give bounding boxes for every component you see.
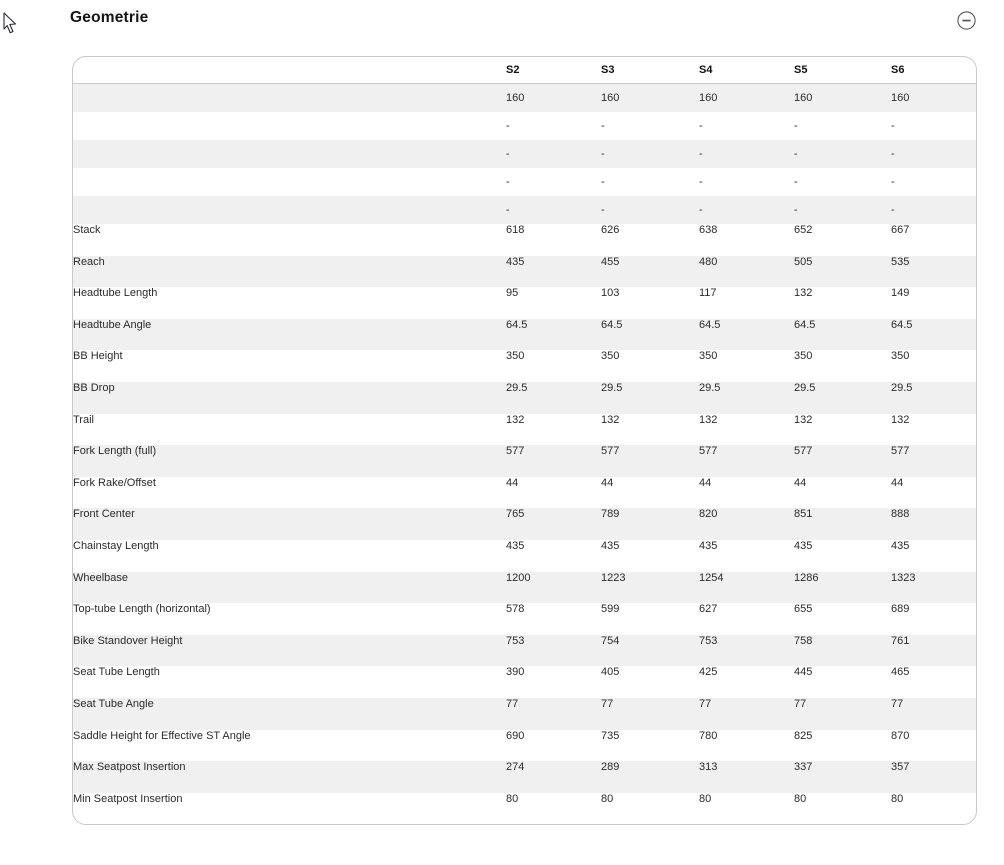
table-row — [73, 572, 976, 604]
table-row — [73, 112, 976, 140]
cell-value: 29.5 — [506, 381, 528, 394]
row-label: Bike Standover Height — [73, 634, 183, 647]
header-row — [73, 57, 976, 84]
cell-value: - — [891, 148, 895, 160]
table-row — [73, 793, 976, 825]
cell-value: 132 — [506, 413, 525, 426]
row-label: BB Drop — [73, 381, 115, 394]
cell-value: - — [506, 120, 510, 132]
header-spacer — [73, 57, 506, 84]
cell-value: 577 — [891, 445, 910, 458]
table-row — [73, 319, 976, 351]
row-label: Headtube Length — [73, 287, 158, 300]
cell-value: 577 — [699, 445, 718, 458]
cell-value: 64.5 — [506, 318, 528, 331]
page-title: Geometrie — [70, 9, 149, 26]
cell-value: - — [891, 120, 895, 132]
cell-value: - — [601, 120, 605, 132]
cell-value: 357 — [891, 761, 910, 774]
cell-value: 64.5 — [601, 318, 623, 331]
table-row — [73, 382, 976, 414]
cell-value: - — [794, 176, 798, 188]
geometry-table — [73, 57, 976, 824]
cell-value: 160 — [891, 92, 910, 104]
cell-value: 888 — [891, 508, 910, 521]
cell-value: 1200 — [506, 571, 531, 584]
cell-value: 577 — [601, 445, 620, 458]
table-row — [73, 761, 976, 793]
table-row — [73, 603, 976, 635]
cell-value: 337 — [794, 761, 813, 774]
cell-value: 77 — [794, 697, 807, 710]
cell-value: 655 — [794, 603, 813, 616]
row-label: Trail — [73, 413, 94, 426]
cell-value: - — [699, 176, 703, 188]
cell-value: 274 — [506, 761, 525, 774]
row-label — [73, 84, 506, 112]
cell-value: 350 — [506, 350, 525, 363]
cell-value: 435 — [601, 539, 620, 552]
cell-value: 405 — [601, 666, 620, 679]
cell-value: 690 — [506, 729, 525, 742]
cell-value: 77 — [699, 697, 712, 710]
cell-value: 753 — [699, 634, 718, 647]
table-row — [73, 477, 976, 509]
cell-value: 80 — [891, 792, 904, 805]
cell-value: 77 — [601, 697, 614, 710]
cell-value: 29.5 — [891, 381, 913, 394]
cell-value: 160 — [601, 92, 620, 104]
cell-value: 851 — [794, 508, 813, 521]
cell-value: 435 — [699, 539, 718, 552]
cell-value: - — [506, 176, 510, 188]
geometry-table-card — [72, 56, 977, 825]
cell-value: 95 — [506, 287, 519, 300]
cell-value: 44 — [699, 476, 712, 489]
row-label: Wheelbase — [73, 571, 129, 584]
column-header-s4: S4 — [699, 57, 794, 84]
row-label: Reach — [73, 255, 105, 268]
cell-value: 735 — [601, 729, 620, 742]
cell-value: 870 — [891, 729, 910, 742]
row-label: Fork Length (full) — [73, 445, 157, 458]
table-row — [73, 84, 976, 112]
cell-value: 505 — [794, 255, 813, 268]
cell-value: 435 — [891, 539, 910, 552]
cell-value: 44 — [601, 476, 614, 489]
cell-value: 77 — [891, 697, 904, 710]
cell-value: 64.5 — [794, 318, 816, 331]
table-row — [73, 168, 976, 196]
cell-value: 627 — [699, 603, 718, 616]
table-row — [73, 414, 976, 446]
cell-value: 350 — [794, 350, 813, 363]
cell-value: 455 — [601, 255, 620, 268]
column-header-s6: S6 — [891, 57, 976, 84]
cell-value: 390 — [506, 666, 525, 679]
row-label: Seat Tube Angle — [73, 697, 154, 710]
cell-value: - — [601, 204, 605, 216]
cell-value: 29.5 — [699, 381, 721, 394]
cell-value: 1323 — [891, 571, 916, 584]
cell-value: 160 — [699, 92, 718, 104]
table-row — [73, 540, 976, 572]
cell-value: 132 — [794, 413, 813, 426]
row-label: Min Seatpost Insertion — [73, 792, 183, 805]
row-label: Max Seatpost Insertion — [73, 761, 186, 774]
cell-value: 435 — [794, 539, 813, 552]
cell-value: 44 — [891, 476, 904, 489]
cell-value: - — [601, 148, 605, 160]
table-row — [73, 445, 976, 477]
table-row — [73, 730, 976, 762]
table-row — [73, 698, 976, 730]
cell-value: 289 — [601, 761, 620, 774]
cell-value: 689 — [891, 603, 910, 616]
column-header-s2: S2 — [506, 57, 601, 84]
table-row — [73, 666, 976, 698]
cell-value: 149 — [891, 287, 910, 300]
row-label: Seat Tube Length — [73, 666, 160, 679]
table-row — [73, 224, 976, 256]
row-label: Chainstay Length — [73, 539, 159, 552]
row-label: BB Height — [73, 350, 123, 363]
cell-value: - — [506, 204, 510, 216]
cell-value: 1286 — [794, 571, 819, 584]
row-label — [73, 112, 506, 140]
row-label: Fork Rake/Offset — [73, 476, 156, 489]
cell-value: 64.5 — [699, 318, 721, 331]
table-row — [73, 508, 976, 540]
cell-value: - — [794, 148, 798, 160]
cell-value: 780 — [699, 729, 718, 742]
row-label — [73, 196, 506, 224]
minus-circle-icon — [956, 10, 977, 31]
cell-value: 350 — [891, 350, 910, 363]
cell-value: - — [506, 148, 510, 160]
cell-value: 480 — [699, 255, 718, 268]
cell-value: 758 — [794, 634, 813, 647]
table-row — [73, 196, 976, 224]
cell-value: 435 — [506, 539, 525, 552]
cell-value: 789 — [601, 508, 620, 521]
row-label: Top-tube Length (horizontal) — [73, 603, 211, 616]
arrow-pointer-cursor-icon — [2, 12, 19, 38]
cell-value: 435 — [506, 255, 525, 268]
table-row — [73, 287, 976, 319]
cell-value: 132 — [601, 413, 620, 426]
cell-value: - — [699, 204, 703, 216]
cell-value: 29.5 — [794, 381, 816, 394]
cell-value: 761 — [891, 634, 910, 647]
cell-value: 445 — [794, 666, 813, 679]
cell-value: - — [891, 204, 895, 216]
cell-value: 820 — [699, 508, 718, 521]
cell-value: - — [794, 204, 798, 216]
cell-value: 350 — [699, 350, 718, 363]
table-row — [73, 256, 976, 288]
cell-value: 313 — [699, 761, 718, 774]
cell-value: 1254 — [699, 571, 724, 584]
table-row — [73, 140, 976, 168]
cell-value: 350 — [601, 350, 620, 363]
cell-value: 754 — [601, 634, 620, 647]
cell-value: 64.5 — [891, 318, 913, 331]
cell-value: 80 — [699, 792, 712, 805]
column-header-s3: S3 — [601, 57, 699, 84]
cell-value: 80 — [794, 792, 807, 805]
cell-value: 80 — [601, 792, 614, 805]
cell-value: 626 — [601, 224, 620, 236]
row-label — [73, 168, 506, 196]
table-row — [73, 350, 976, 382]
cell-value: 117 — [699, 287, 717, 300]
cell-value: 638 — [699, 224, 718, 236]
cell-value: 465 — [891, 666, 910, 679]
cell-value: 425 — [699, 666, 718, 679]
cell-value: 599 — [601, 603, 620, 616]
cell-value: 103 — [601, 287, 620, 300]
table-row — [73, 635, 976, 667]
cell-value: 667 — [891, 224, 910, 236]
cell-value: 577 — [794, 445, 813, 458]
cell-value: 132 — [794, 287, 813, 300]
cell-value: 80 — [506, 792, 519, 805]
cell-value: 44 — [506, 476, 519, 489]
cell-value: - — [891, 176, 895, 188]
cell-value: 132 — [891, 413, 910, 426]
cell-value: 44 — [794, 476, 807, 489]
cell-value: 77 — [506, 697, 519, 710]
cell-value: 160 — [794, 92, 813, 104]
cell-value: - — [699, 120, 703, 132]
cell-value: 652 — [794, 224, 813, 236]
cell-value: 618 — [506, 224, 525, 236]
cell-value: 577 — [506, 445, 525, 458]
cell-value: 753 — [506, 634, 525, 647]
cell-value: 765 — [506, 508, 525, 521]
collapse-section-button[interactable] — [956, 10, 977, 31]
cell-value: 825 — [794, 729, 813, 742]
row-label — [73, 140, 506, 168]
cell-value: 535 — [891, 255, 910, 268]
cell-value: - — [794, 120, 798, 132]
column-header-s5: S5 — [794, 57, 891, 84]
cell-value: - — [601, 176, 605, 188]
cell-value: 160 — [506, 92, 525, 104]
row-label: Front Center — [73, 508, 135, 521]
row-label: Saddle Height for Effective ST Angle — [73, 729, 251, 742]
cell-value: 1223 — [601, 571, 626, 584]
cell-value: 132 — [699, 413, 718, 426]
cell-value: - — [699, 148, 703, 160]
row-label: Headtube Angle — [73, 318, 152, 331]
row-label: Stack — [73, 224, 101, 236]
cell-value: 578 — [506, 603, 525, 616]
cell-value: 29.5 — [601, 381, 623, 394]
